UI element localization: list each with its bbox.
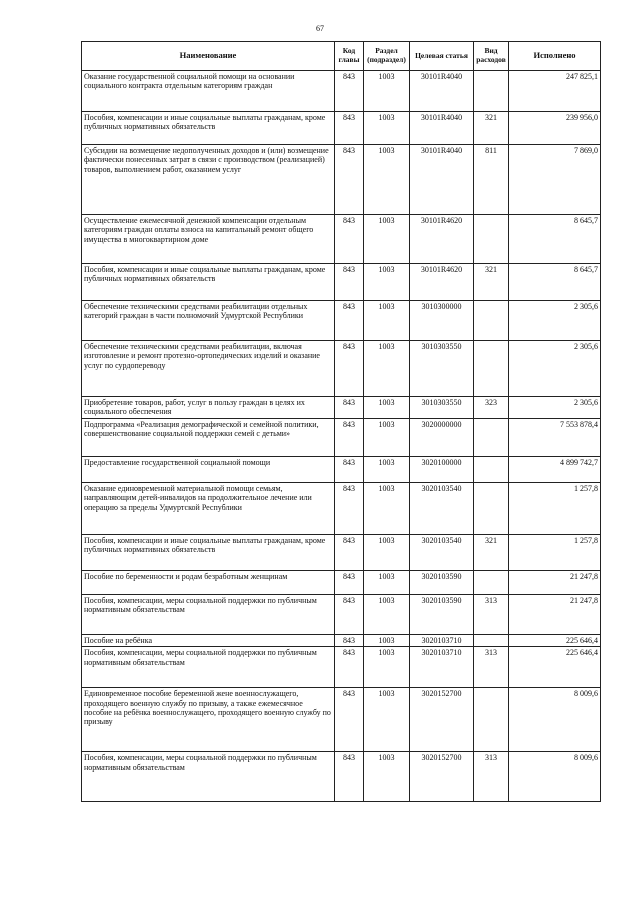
row-chapter-code-cell: 843 [335,535,364,571]
row-amount-cell: 2 305,6 [509,341,601,397]
row-expense-type-cell: 321 [474,264,509,301]
row-amount-cell: 1 257,8 [509,483,601,535]
row-chapter-code-cell: 843 [335,647,364,688]
table-row [82,397,601,419]
row-amount-cell: 2 305,6 [509,397,601,419]
header-name: Наименование [82,42,335,71]
row-amount-cell: 8 645,7 [509,264,601,301]
table-row [82,215,601,264]
row-section-cell: 1003 [364,688,410,752]
table-header-row [82,42,601,71]
row-expense-type-cell [474,688,509,752]
table-body [82,71,601,802]
row-target-article-cell: 3020103540 [410,535,474,571]
row-section-cell: 1003 [364,535,410,571]
row-amount-cell: 247 825,1 [509,71,601,112]
row-expense-type-cell [474,215,509,264]
row-amount-cell: 239 956,0 [509,112,601,145]
row-target-article-cell: 3020152700 [410,752,474,802]
row-section-cell: 1003 [364,571,410,595]
row-expense-type-cell: 313 [474,647,509,688]
row-expense-type-cell [474,457,509,483]
table-row [82,112,601,145]
row-name-cell: Пособие по беременности и родам безработным женщинам [82,571,335,595]
row-expense-type-cell [474,571,509,595]
row-target-article-cell: 3020103590 [410,595,474,635]
row-amount-cell: 7 869,0 [509,145,601,215]
row-amount-cell: 225 646,4 [509,635,601,647]
row-expense-type-cell: 321 [474,112,509,145]
row-name-cell: Оказание государственной социальной помощи на основании социального контракта отдельным категориям граждан [82,71,335,112]
table-row [82,595,601,635]
row-section-cell: 1003 [364,483,410,535]
row-chapter-code-cell: 843 [335,215,364,264]
row-name-cell: Подпрограмма «Реализация демографической и семейной политики, совершенствование социальной поддержки семей с детьми» [82,419,335,457]
row-target-article-cell: 3020103590 [410,571,474,595]
row-expense-type-cell: 313 [474,595,509,635]
table-row [82,419,601,457]
row-chapter-code-cell: 843 [335,595,364,635]
table-row [82,341,601,397]
row-expense-type-cell: 323 [474,397,509,419]
budget-table [81,41,601,802]
row-chapter-code-cell: 843 [335,145,364,215]
header-chapter-code: Код главы [335,42,364,71]
row-chapter-code-cell: 843 [335,419,364,457]
row-amount-cell: 8 645,7 [509,215,601,264]
row-amount-cell: 21 247,8 [509,595,601,635]
row-name-cell: Пособия, компенсации, меры социальной поддержки по публичным нормативным обязательствам [82,647,335,688]
table-row [82,647,601,688]
row-section-cell: 1003 [364,145,410,215]
table-row [82,752,601,802]
row-target-article-cell: 3010300000 [410,301,474,341]
row-chapter-code-cell: 843 [335,112,364,145]
table-row [82,688,601,752]
row-chapter-code-cell: 843 [335,341,364,397]
row-section-cell: 1003 [364,264,410,301]
row-expense-type-cell [474,483,509,535]
row-target-article-cell: 3020100000 [410,457,474,483]
row-name-cell: Обеспечение техническими средствами реабилитации, включая изготовление и ремонт протезно-ортопедических изделий и оказание услуг по сурдопереводу [82,341,335,397]
row-amount-cell: 8 009,6 [509,752,601,802]
row-chapter-code-cell: 843 [335,301,364,341]
row-section-cell: 1003 [364,112,410,145]
row-chapter-code-cell: 843 [335,397,364,419]
row-name-cell: Оказание единовременной материальной помощи семьям, направляющим детей-инвалидов на продолжительное лечение или операцию за пределы Удмуртской Республики [82,483,335,535]
table-row [82,301,601,341]
row-target-article-cell: 3010303550 [410,341,474,397]
row-amount-cell: 225 646,4 [509,647,601,688]
table-row [82,571,601,595]
row-name-cell: Обеспечение техническими средствами реабилитации отдельных категорий граждан в части полномочий Удмуртской Республики [82,301,335,341]
row-name-cell: Пособия, компенсации и иные социальные выплаты гражданам, кроме публичных нормативных обязательств [82,264,335,301]
header-target-article: Целевая статья [410,42,474,71]
row-target-article-cell: 30101R4040 [410,71,474,112]
row-target-article-cell: 3020103540 [410,483,474,535]
row-amount-cell: 8 009,6 [509,688,601,752]
row-expense-type-cell [474,635,509,647]
row-section-cell: 1003 [364,457,410,483]
row-expense-type-cell [474,419,509,457]
row-expense-type-cell: 811 [474,145,509,215]
row-expense-type-cell: 313 [474,752,509,802]
row-target-article-cell: 30101R4620 [410,264,474,301]
header-expense-type: Вид расходов [474,42,509,71]
row-target-article-cell: 3020000000 [410,419,474,457]
row-chapter-code-cell: 843 [335,571,364,595]
row-chapter-code-cell: 843 [335,688,364,752]
row-chapter-code-cell: 843 [335,635,364,647]
row-expense-type-cell [474,341,509,397]
row-target-article-cell: 30101R4040 [410,145,474,215]
row-name-cell: Пособие на ребёнка [82,635,335,647]
row-expense-type-cell [474,301,509,341]
row-name-cell: Осуществление ежемесячной денежной компенсации отдельным категориям граждан оплаты взноса на капитальный ремонт общего имущества в многоквартирном доме [82,215,335,264]
row-section-cell: 1003 [364,647,410,688]
row-target-article-cell: 30101R4620 [410,215,474,264]
row-section-cell: 1003 [364,419,410,457]
row-name-cell: Приобретение товаров, работ, услуг в пользу граждан в целях их социального обеспечения [82,397,335,419]
row-section-cell: 1003 [364,341,410,397]
row-chapter-code-cell: 843 [335,752,364,802]
row-name-cell: Единовременное пособие беременной жене военнослужащего, проходящего военную службу по призыву, а также ежемесячное пособие на ребёнка военнослужащего, проходящего военную службу по призыву [82,688,335,752]
table-row [82,457,601,483]
header-executed: Исполнено [509,42,601,71]
row-amount-cell: 1 257,8 [509,535,601,571]
row-section-cell: 1003 [364,71,410,112]
row-target-article-cell: 3020152700 [410,688,474,752]
row-section-cell: 1003 [364,397,410,419]
row-target-article-cell: 3020103710 [410,635,474,647]
row-target-article-cell: 30101R4040 [410,112,474,145]
row-name-cell: Пособия, компенсации, меры социальной поддержки по публичным нормативным обязательствам [82,595,335,635]
table-row [82,635,601,647]
table-row [82,71,601,112]
row-section-cell: 1003 [364,635,410,647]
row-name-cell: Пособия, компенсации и иные социальные выплаты гражданам, кроме публичных нормативных обязательств [82,112,335,145]
row-name-cell: Пособия, компенсации, меры социальной поддержки по публичным нормативным обязательствам [82,752,335,802]
row-section-cell: 1003 [364,752,410,802]
page-number: 67 [316,24,324,33]
table-row [82,535,601,571]
row-chapter-code-cell: 843 [335,457,364,483]
row-chapter-code-cell: 843 [335,71,364,112]
row-amount-cell: 7 553 878,4 [509,419,601,457]
row-chapter-code-cell: 843 [335,264,364,301]
row-target-article-cell: 3010303550 [410,397,474,419]
table-row [82,483,601,535]
row-section-cell: 1003 [364,301,410,341]
row-expense-type-cell: 321 [474,535,509,571]
row-name-cell: Пособия, компенсации и иные социальные выплаты гражданам, кроме публичных нормативных обязательств [82,535,335,571]
table-row [82,145,601,215]
row-section-cell: 1003 [364,215,410,264]
row-section-cell: 1003 [364,595,410,635]
row-name-cell: Предоставление государственной социальной помощи [82,457,335,483]
row-amount-cell: 21 247,8 [509,571,601,595]
row-amount-cell: 4 899 742,7 [509,457,601,483]
header-section: Раздел (подраздел) [364,42,410,71]
row-chapter-code-cell: 843 [335,483,364,535]
row-expense-type-cell [474,71,509,112]
row-target-article-cell: 3020103710 [410,647,474,688]
row-amount-cell: 2 305,6 [509,301,601,341]
table-row [82,264,601,301]
row-name-cell: Субсидии на возмещение недополученных доходов и (или) возмещение фактически понесенных затрат в связи с производством (реализацией) товаров, выполнением работ, оказанием услуг [82,145,335,215]
